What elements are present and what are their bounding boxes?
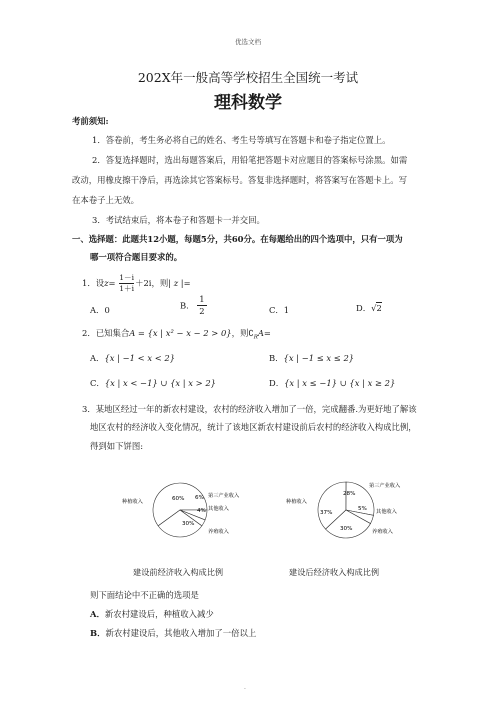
q1-option-c[interactable] — [269, 304, 289, 316]
q1-z: z — [104, 278, 109, 288]
option-label: B． — [180, 300, 195, 311]
option-value: 新农村建设后，种植收入减少 — [104, 609, 214, 619]
question-3-line-1: 3．某地区经过一年的新农村建设，农村的经济收入增加了一倍，完成翻番.为更好地了解该 — [82, 404, 417, 414]
section-heading: 一、选择题：此题共12小题，每题5分，共60分。在每题给出的四个选项中，只有一项为 — [72, 234, 403, 244]
notice-line-4: 在本卷子上无效。 — [72, 195, 139, 205]
option-label: B． — [269, 353, 284, 363]
pie-chart-after — [284, 470, 410, 554]
q1-end: = — [183, 278, 191, 288]
fraction-denominator: 2 — [199, 306, 205, 316]
notice-line-2: 2．答复选择题时，选出每题答案后，用铅笔把答题卡对应题目的答案标号涂黑。如需 — [92, 155, 408, 165]
q2-option-d[interactable] — [269, 377, 395, 389]
q3-option-b[interactable] — [90, 627, 256, 639]
option-label: A． — [90, 609, 105, 619]
pie-before-label-planting: 种植收入 — [122, 499, 143, 505]
q2-var: A — [257, 328, 264, 338]
option-value: 2 — [376, 303, 382, 313]
pie-after-label-planting: 种植收入 — [286, 499, 307, 505]
pie-before-label-tertiary: 第三产业收入 — [208, 493, 240, 499]
notice-line-3: 改动，用橡皮擦干净后，再选涂其它答案标号。答复非选择题时，将答案写在答题卡上。写 — [72, 175, 407, 185]
question-1 — [82, 273, 191, 294]
q1-plus: ＋2i — [135, 278, 152, 288]
page-footer: . — [244, 684, 246, 691]
option-label: B． — [90, 628, 106, 638]
q2-option-b[interactable] — [269, 352, 354, 364]
pie-after-label-breeding: 养殖收入 — [372, 529, 393, 535]
q2-sub: R — [253, 334, 258, 341]
q2-end: = — [263, 328, 271, 338]
q1-fraction-denominator: 1＋i — [119, 284, 135, 293]
option-value: {x | −1 ≤ x ≤ 2} — [283, 353, 355, 363]
option-label: A． — [90, 353, 105, 363]
pie-after-label-tertiary: 第三产业收入 — [369, 483, 401, 489]
option-label: D． — [356, 303, 372, 313]
pie-after-pct-tertiary: 28% — [343, 491, 356, 497]
option-label: C． — [269, 305, 284, 315]
option-label: D． — [269, 378, 285, 388]
q1-fraction-numerator: 1－i — [119, 273, 135, 282]
q2-option-a[interactable] — [90, 352, 175, 364]
q1-fraction — [119, 273, 134, 294]
pie-before-pct-planting: 60% — [172, 496, 185, 502]
exam-subject: 理科数学 — [214, 93, 282, 113]
pie-chart-before — [118, 470, 244, 554]
q2-tail: ，则 — [231, 328, 249, 338]
option-value: 1 — [283, 305, 290, 315]
option-label: A． — [90, 305, 105, 315]
option-value: {x | x ≤ −1} ∪ {x | x ≥ 2} — [284, 378, 396, 388]
option-label: C． — [90, 378, 105, 388]
exam-title: 202X年一般高等学校招生全国统一考试 — [137, 70, 359, 85]
pie-before-caption: 建设前经济收入构成比例 — [133, 567, 224, 577]
page-header: 优选文档 — [235, 38, 261, 46]
complement-icon: ∁ — [248, 328, 254, 338]
pie-after-pct-planting: 37% — [320, 510, 333, 516]
q1-option-b[interactable] — [180, 294, 207, 317]
q1-abs: | z | — [168, 278, 184, 288]
question-3-prompt: 则下面结论中不正确的选项是 — [90, 590, 199, 600]
pie-before-label-other: 其他收入 — [208, 506, 229, 512]
question-3-line-2: 地区农村的经济收入变化情况，统计了该地区新农村建设前后农村的经济收入构成比例， — [90, 422, 417, 432]
pie-after-caption: 建设后经济收入构成比例 — [289, 567, 380, 577]
q1-option-a[interactable] — [90, 304, 110, 316]
pie-before-pct-tertiary: 6% — [195, 495, 204, 501]
option-value: {x | −1 < x < 2} — [104, 353, 176, 363]
q2-prefix: 2．已知集合 — [82, 328, 130, 338]
q2-option-c[interactable] — [90, 377, 216, 389]
option-value: {x | x < −1} ∪ {x | x > 2} — [104, 378, 216, 388]
q2-set: A = {x | x² − x − 2 > 0} — [129, 328, 232, 338]
pie-before-pct-other: 4% — [197, 508, 206, 514]
q1-option-d[interactable] — [356, 302, 382, 314]
question-3-line-3: 得到如下饼图: — [90, 441, 144, 451]
notice-line-1: 1．答卷前，考生务必将自己的姓名、考生号等填写在答题卡和卷子指定位置上。 — [92, 135, 391, 145]
question-2 — [82, 327, 271, 344]
q3-option-a[interactable] — [90, 608, 214, 620]
option-value: 0 — [104, 305, 110, 315]
q1-number: 1．设 — [82, 278, 105, 288]
pie-before-pct-breeding: 30% — [182, 521, 195, 527]
option-fraction — [197, 294, 206, 317]
fraction-numerator: 1 — [199, 294, 205, 304]
notice-line-5: 3．考试结束后，将本卷子和答题卡一并交回。 — [92, 215, 265, 225]
notice-heading: 考前须知: — [72, 116, 109, 126]
pie-after-label-other: 其他收入 — [376, 509, 397, 515]
pie-after-pct-other: 5% — [358, 506, 367, 512]
pie-after-pct-breeding: 30% — [340, 526, 353, 532]
pie-before-label-breeding: 养殖收入 — [208, 529, 229, 535]
option-value: 新农村建设后，其他收入增加了一倍以上 — [105, 628, 257, 638]
q1-tail: ，则 — [151, 278, 169, 288]
section-heading-cont: 哪一项符合题目要求的。 — [90, 252, 183, 262]
sqrt-icon: √ — [371, 303, 377, 313]
q1-eq: = — [108, 278, 116, 288]
